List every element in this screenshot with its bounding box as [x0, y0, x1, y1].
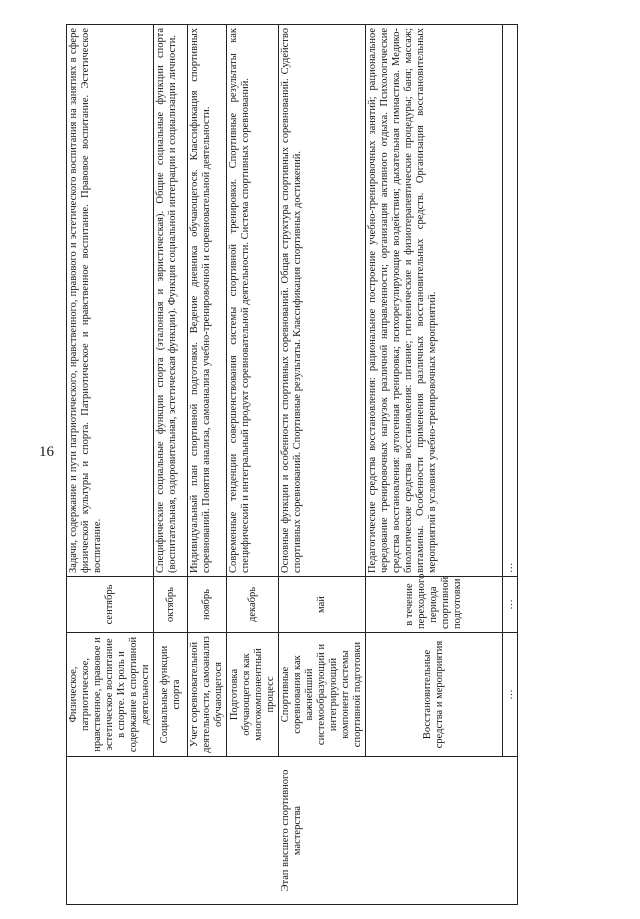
- table-row: [67, 25, 154, 905]
- content-cell: Основные функции и особенности спортивных соревнований. Общая структура спортивных соревнований. Судейство спортивных соревнований. Спортивные результаты. Классификация спортивных достижений.: [279, 25, 366, 577]
- stage-label: Этап высшего спортивного мастерства: [280, 769, 303, 892]
- topic-cell: …: [503, 633, 518, 757]
- period-cell: в течение переходного периода спортивной подготовки: [366, 577, 503, 633]
- curriculum-table: [66, 24, 518, 905]
- topic-cell: Спортивные соревнования как важнейший системообразующий и интегрирующий компонент системы спортивной подготовки: [279, 633, 366, 757]
- topic-cell: Учет соревновательной деятельности, самоанализ обучающегося: [188, 633, 227, 757]
- topic-cell: Восстановительные средства и мероприятия: [366, 633, 503, 757]
- period-cell: май: [279, 577, 366, 633]
- page-number: 16: [39, 444, 54, 460]
- content-cell: …: [503, 25, 518, 577]
- topic-cell: Физическое, патриотическое, нравственное, правовое и эстетическое воспитание в спорте. Их роль и содержание в спортивной деятельности: [67, 633, 154, 757]
- period-cell: сентябрь: [67, 577, 154, 633]
- content-cell: Педагогические средства восстановления: рациональное построение учебно-тренировочных занятий; рациональное чередование тренировочных нагрузок различной направленности; организация активного отдыха. Психологические средства восстановления: аутогенная тренировка; психорегулирующие воздействия; дыхательная гимнастика. Медико-биологические средства восстановления: питание; гигиенические и физиотерапевтические процедуры; баня; массаж; витамины. Особенности применения различных восстановительных средств. Организация восстановительных мероприятий в условиях учебно-тренировочных мероприятий.: [366, 25, 503, 577]
- period-cell: декабрь: [227, 577, 279, 633]
- period-cell: октябрь: [154, 577, 188, 633]
- content-cell: Современные тенденции совершенствования системы спортивной тренировки. Спортивные результаты как специфический и интегральный продукт соревновательной деятельности. Система спортивных соревнований.: [227, 25, 279, 577]
- content-cell: Задачи, содержание и пути патриотического, нравственного, правового и эстетического воспитания на занятиях в сфере физической культуры и спорта. Патриотическое и нравственное воспитание. Правовое воспитание. Эстетическое воспитание.: [67, 25, 154, 577]
- content-cell: Индивидуальный план спортивной подготовки. Ведение дневника обучающегося. Классификация спортивных соревнований. Понятия анализа, самоанализа учебно-тренировочной и соревновательной деятельности.: [188, 25, 227, 577]
- curriculum-table-rotated: [66, 25, 515, 905]
- stage-cell: [67, 757, 518, 905]
- topic-cell: Социальные функции спорта: [154, 633, 188, 757]
- content-cell: Специфические социальные функции спорта (эталонная и эвристическая). Общие социальные функции спорта (воспитательная, оздоровительная, эстетическая функции). Функция социальной интеграции и социализации личности.: [154, 25, 188, 577]
- topic-cell: Подготовка обучающегося как многокомпонентный процесс: [227, 633, 279, 757]
- period-cell: ноябрь: [188, 577, 227, 633]
- period-cell: …: [503, 577, 518, 633]
